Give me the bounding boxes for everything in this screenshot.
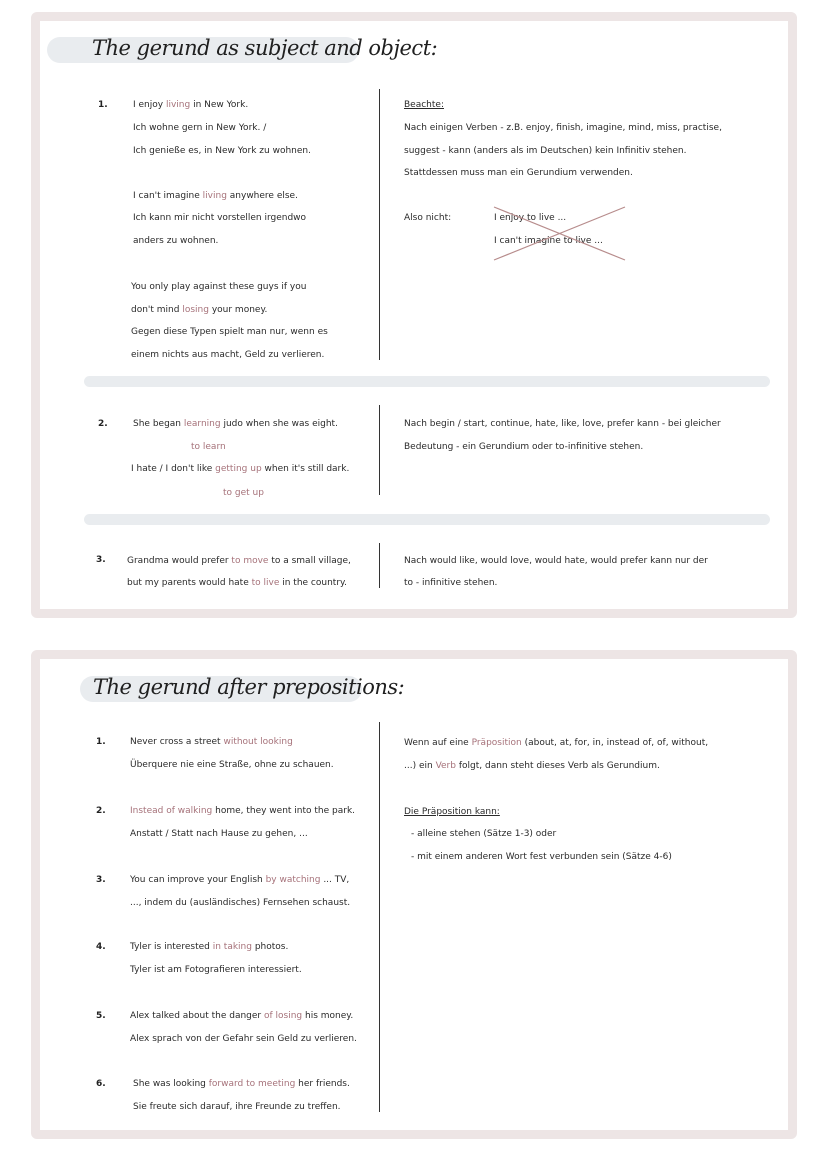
example-line: Anstatt / Statt nach Hause zu gehen, ... [130,829,308,839]
item-number: 3. [96,555,106,565]
note-heading: Die Präposition kann: [404,807,500,817]
item-number: 2. [98,419,108,429]
example-line: She began learning judo when she was eight. [133,419,338,429]
item-number: 2. [96,806,106,816]
highlighted-gerund: to live [251,578,280,588]
crossed-example: I can't imagine to live ... [494,236,603,246]
example-line: Instead of walking home, they went into the park. [130,806,356,816]
note-line: Wenn auf eine Präposition (about, at, for, in, instead of, of, without, [404,738,709,748]
example-line [223,487,264,499]
highlighted-gerund: without looking [223,737,293,747]
highlighted-gerund: by watching [265,875,321,885]
highlighted-gerund: losing [182,305,209,315]
example-line: She was looking forward to meeting her friends. [133,1079,350,1089]
example-line: einem nichts aus macht, Geld zu verlieren. [131,350,325,360]
example-line: Ich wohne gern in New York. / [133,123,267,133]
note-line: Nach would like, would love, would hate, would prefer kann nur der [404,556,708,566]
item-number: 1. [98,100,108,110]
note-line: to - infinitive stehen. [404,578,498,588]
example-line: Tyler is interested in taking photos. [130,942,289,952]
section-title: The gerund as subject and object: [92,36,438,60]
highlighted-gerund: in taking [212,942,252,952]
example-line: Gegen diese Typen spielt man nur, wenn es [131,327,328,337]
column-divider [379,405,380,495]
note-line: suggest - kann (anders als im Deutschen) kein Infinitiv stehen. [404,146,687,156]
example-line: Sie freute sich darauf, ihre Freunde zu treffen. [133,1102,341,1112]
column-divider [379,722,380,1112]
highlighted-gerund: learning [183,419,221,429]
example-line: Alex talked about the danger of losing his money. [130,1011,354,1021]
example-line: Ich kann mir nicht vorstellen irgendwo [133,213,307,223]
example-line: but my parents would hate to live in the country. [127,578,347,588]
item-number: 1. [96,737,106,747]
note-bullet: - alleine stehen (Sätze 1-3) oder [411,829,557,839]
highlighted-gerund: living [202,191,227,201]
item-number: 3. [96,875,106,885]
highlighted-gerund: to learn [191,442,226,452]
highlighted-gerund: Präposition [471,738,522,748]
card-gerund-prepositions [31,650,797,1139]
note-line: Bedeutung - ein Gerundium oder to-infinitive stehen. [404,442,644,452]
example-line: Tyler ist am Fotografieren interessiert. [130,965,302,975]
example-line: I enjoy living in New York. [133,100,249,110]
highlighted-gerund: getting up [215,464,262,474]
note-line: Nach begin / start, continue, hate, like, love, prefer kann - bei gleicher [404,419,721,429]
note-line: Stattdessen muss man ein Gerundium verwenden. [404,168,633,178]
crossed-example: I enjoy to live ... [494,213,567,223]
item-number: 4. [96,942,106,952]
section-title: The gerund after prepositions: [93,675,405,699]
example-line: Ich genieße es, in New York zu wohnen. [133,146,311,156]
example-line: Grandma would prefer to move to a small village, [127,556,351,566]
example-line: You only play against these guys if you [131,282,307,292]
highlighted-gerund: to move [231,556,269,566]
example-line: You can improve your English by watching ... TV, [130,875,350,885]
note-line: ...) ein Verb folgt, dann steht dieses Verb als Gerundium. [404,761,660,771]
highlighted-gerund: living [165,100,191,110]
highlighted-gerund: to get up [223,488,264,498]
highlighted-gerund: of losing [263,1011,303,1021]
note-bullet: - mit einem anderen Wort fest verbunden sein (Sätze 4-6) [411,852,672,862]
example-line: anders zu wohnen. [133,236,219,246]
note-line: Nach einigen Verben - z.B. enjoy, finish, imagine, mind, miss, practise, [404,123,722,133]
item-number: 6. [96,1079,106,1089]
highlighted-gerund: Instead of walking [130,806,213,816]
also-not-label: Also nicht: [404,213,452,223]
highlighted-gerund: forward to meeting [208,1079,296,1089]
example-line: Alex sprach von der Gefahr sein Geld zu verlieren. [130,1034,357,1044]
example-line: don't mind losing your money. [131,305,268,315]
column-divider [379,89,380,360]
example-line: Überquere nie eine Straße, ohne zu schauen. [130,760,334,770]
example-line [191,441,226,453]
cross-out-mark [492,204,628,264]
item-number: 5. [96,1011,106,1021]
section-separator [84,376,770,387]
section-separator [84,514,770,525]
highlighted-gerund: Verb [435,761,456,771]
example-line: Never cross a street without looking [130,737,293,747]
example-line: ..., indem du (ausländisches) Fernsehen schaust. [130,898,351,908]
example-line: I can't imagine living anywhere else. [133,191,298,201]
note-heading: Beachte: [404,100,444,110]
example-line: I hate / I don't like getting up when it's still dark. [131,464,350,474]
column-divider [379,543,380,588]
